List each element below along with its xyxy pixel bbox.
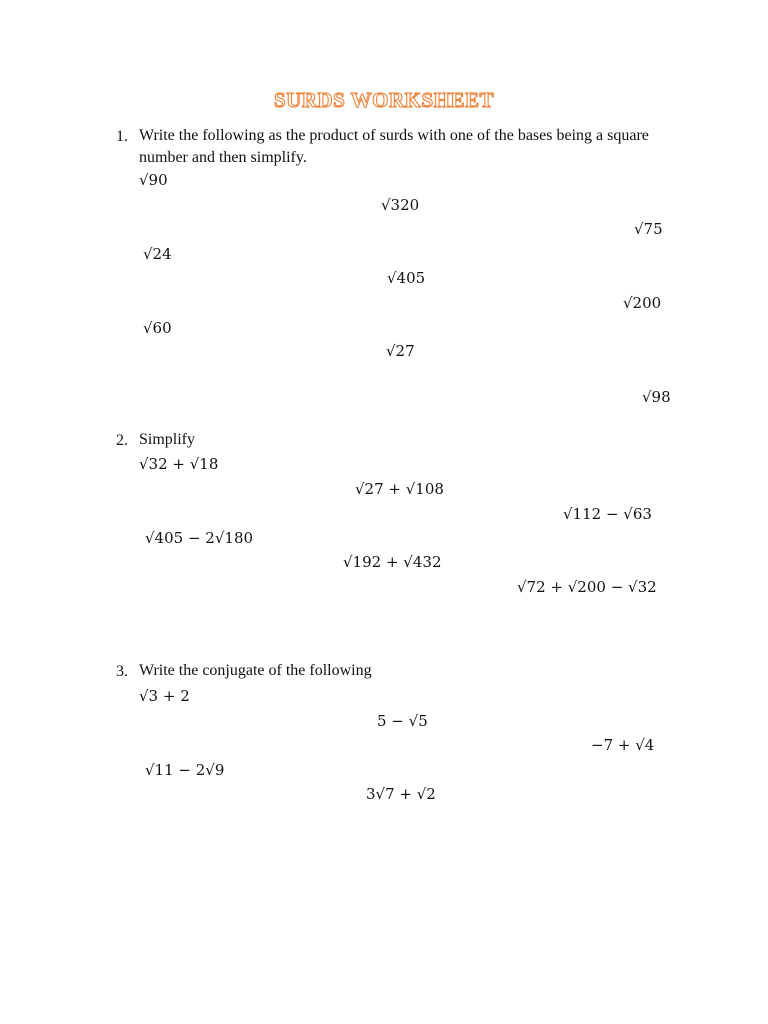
q3-item-4: √11 − 2√9 (145, 761, 225, 779)
q3-item-2: 5 − √5 (377, 712, 428, 730)
q2-item-6: √72 + √200 − √32 (517, 578, 657, 596)
worksheet-title: SURDS WORKSHEET (273, 88, 495, 112)
question-3-text: Write the conjugate of the following (139, 662, 372, 679)
question-2-text: Simplify (139, 431, 196, 448)
q2-item-4: √405 − 2√180 (145, 529, 254, 547)
question-2-number: 2. (116, 432, 128, 449)
q2-item-2: √27 + √108 (355, 480, 444, 498)
question-1-number: 1. (116, 128, 128, 145)
q1-item-5: √405 (387, 269, 426, 287)
question-3-number: 3. (116, 663, 128, 680)
q2-item-3: √112 − √63 (563, 505, 652, 523)
q1-item-7: √60 (143, 319, 172, 337)
q1-item-6: √200 (623, 294, 662, 312)
q1-item-1: √90 (139, 171, 168, 189)
q1-item-8: √27 (386, 342, 415, 360)
q1-item-4: √24 (143, 245, 172, 263)
q1-item-9: √98 (642, 388, 671, 406)
question-1-text: Write the following as the product of surds with one of the bases being a square number and then simplify. (139, 127, 649, 166)
q3-item-1: √3 + 2 (139, 687, 190, 705)
q2-item-5: √192 + √432 (343, 553, 442, 571)
q1-item-3: √75 (634, 220, 663, 238)
q1-item-2: √320 (381, 196, 420, 214)
q2-item-1: √32 + √18 (139, 455, 219, 473)
q3-item-3: −7 + √4 (591, 736, 655, 754)
q3-item-5: 3√7 + √2 (366, 785, 436, 803)
